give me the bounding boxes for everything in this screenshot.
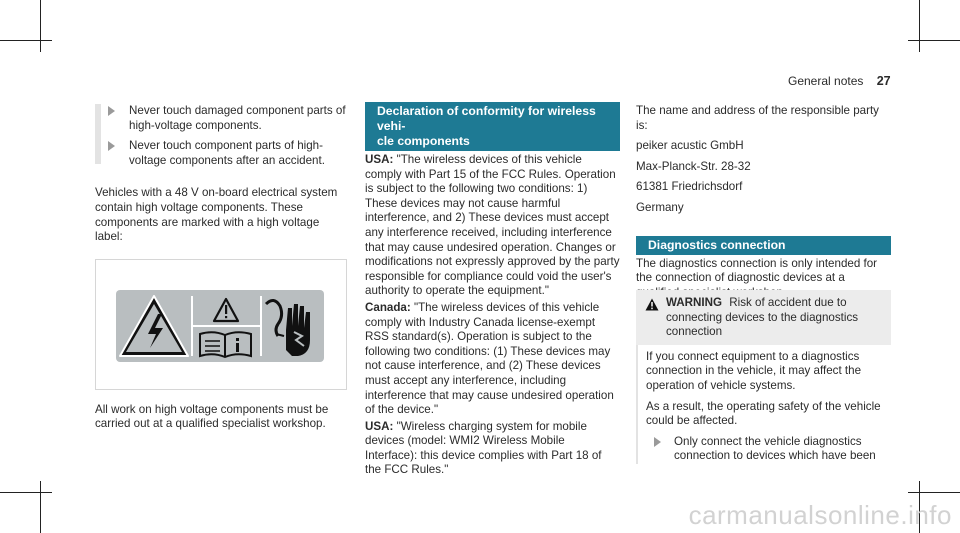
address-line: peiker acustic GmbH: [636, 139, 744, 153]
hv-workshop-text: All work on high voltage components must be carried out at a qualified specialist workshop.: [95, 402, 329, 431]
header-title: General notes: [788, 74, 864, 88]
warning-triangle-icon: [645, 298, 659, 311]
arrow-right-icon: [654, 437, 661, 447]
list-item: Only connect the vehicle diagnostics connection to devices which have been: [646, 435, 885, 464]
address-line: Germany: [636, 200, 684, 214]
crop-mark: [0, 40, 52, 41]
list-item: Never touch component parts of high-voltage components after an accident.: [95, 139, 347, 168]
crop-mark: [40, 0, 41, 52]
crop-mark: [919, 0, 920, 52]
arrow-right-icon: [108, 141, 115, 151]
warning-text: Risk of accident due to connecting devices to the diagnostics connection: [666, 296, 859, 339]
list-item: Never touch damaged component parts of high-voltage components.: [95, 104, 347, 133]
warning-body: [636, 345, 891, 464]
hv-intro-text: Vehicles with a 48 V on-board electrical system contain high voltage components. These components are marked with a high voltage label:: [95, 186, 338, 244]
figure-frame: [95, 259, 347, 390]
usa-wireless-charging-paragraph: USA: "Wireless charging system for mobile devices (model: WMI2 Wireless Mobile Interface): this device complies with Part 18 of the FCC Rules.": [365, 419, 602, 477]
no-touch-hand-icon: [266, 300, 310, 356]
canada-paragraph: Canada: "The wireless devices of this vehicle comply with Industry Canada license-exempt RSS standard(s). Operation is subject to the following two conditions: (1) These devices may not cause interference, and (2) These devices must accept any interference, including interference that may cause undesired operation of the device.": [365, 300, 614, 417]
warning-label: WARNING: [666, 296, 723, 309]
crop-mark: [0, 492, 52, 493]
warning-paragraph: As a result, the operating safety of the vehicle could be affected.: [646, 399, 881, 428]
usa-paragraph: USA: "The wireless devices of this vehicle comply with Part 15 of the FCC Rules. Operation is subject to the following two conditions: 1) These devices may not cause harmful interference, and 2) These devices must accept any interference received, including interference that may cause undesired operation. Changes or modifications not expressly approved by the party responsible for compliance could void the user's authority to operate the equipment.": [365, 153, 620, 298]
warning-header: [636, 290, 891, 345]
page-number: 27: [876, 74, 891, 88]
address-line: Max-Planck-Str. 28-32: [636, 159, 751, 173]
left-column: [95, 104, 347, 432]
warning-paragraph: If you connect equipment to a diagnostics connection in the vehicle, it may affect the operation of vehicle systems.: [646, 349, 862, 392]
arrow-right-icon: [108, 106, 115, 116]
warning-box: [636, 290, 891, 463]
high-voltage-label: [116, 290, 324, 362]
crop-mark: [908, 492, 960, 493]
diagnostics-text: The diagnostics connection is only intended for the connection of diagnostic devices at a: [636, 256, 878, 285]
responsible-party-intro: The name and address of the responsible party is:: [636, 104, 879, 132]
middle-column: [365, 102, 620, 478]
right-column: [636, 104, 891, 300]
section-heading-diagnostics: Diagnostics connection: [636, 236, 891, 255]
watermark: carmanualsonline.info: [688, 500, 952, 530]
warning-icon: [214, 299, 238, 321]
crop-mark: [40, 481, 41, 533]
section-heading-conformity: Declaration of conformity for wireless vehi- cle components: [365, 102, 620, 151]
manual-book-icon: [200, 332, 251, 357]
running-header: [788, 74, 891, 88]
electric-hazard-icon: [120, 296, 188, 356]
high-voltage-label-art: [116, 290, 324, 362]
address-line: 61381 Friedrichsdorf: [636, 180, 743, 194]
crop-mark: [908, 40, 960, 41]
